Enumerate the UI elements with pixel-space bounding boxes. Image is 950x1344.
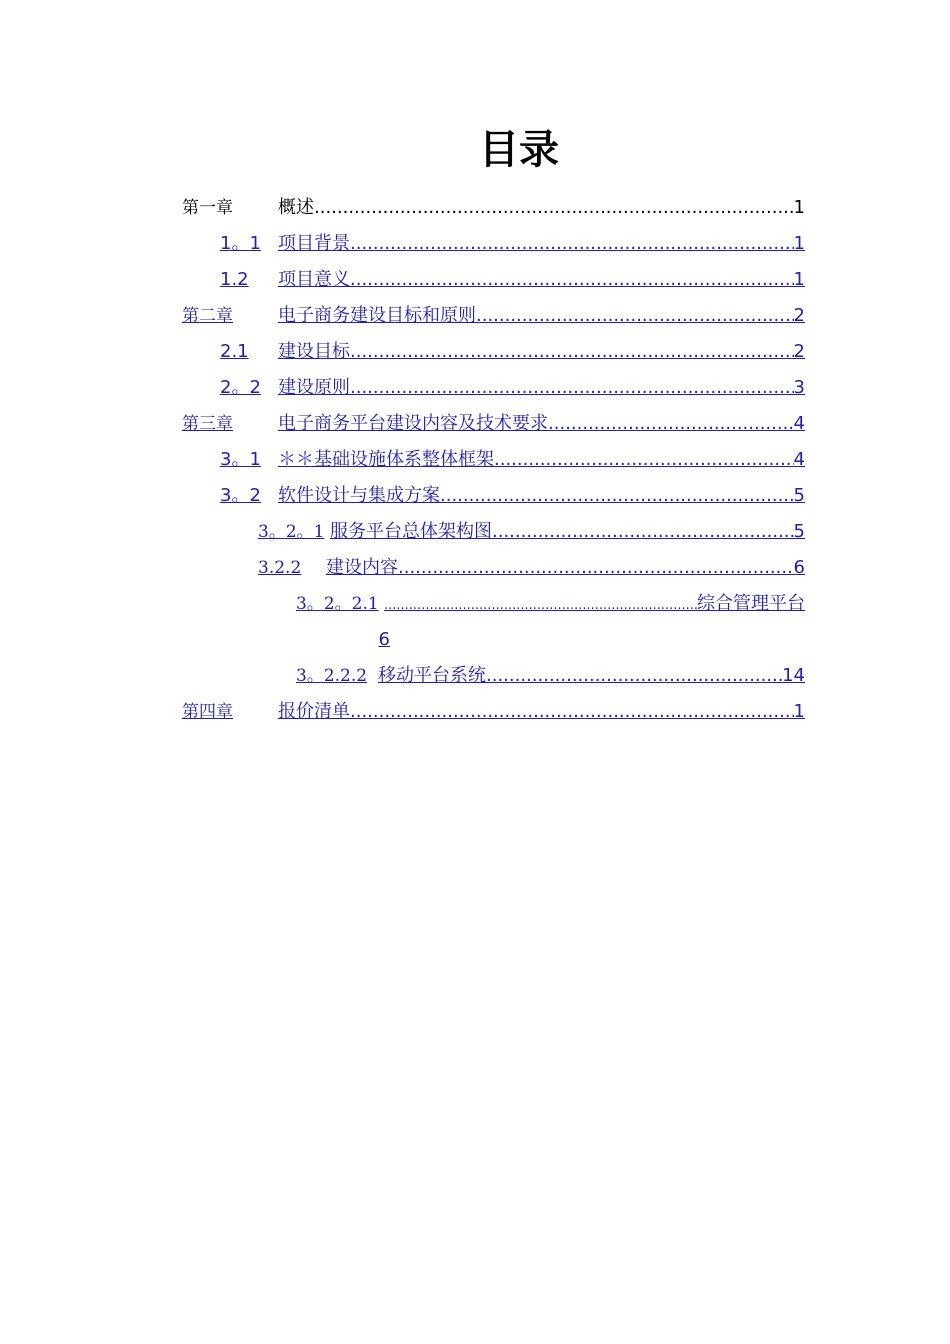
toc-entry-page: 5 [793, 521, 805, 542]
toc-dot-leader [486, 662, 782, 690]
toc-entry-1-1[interactable] [220, 230, 805, 258]
toc-entry-label: 移动平台系统 [378, 665, 486, 686]
toc-entry-label: 服务平台总体架构图 [330, 521, 492, 542]
toc-entry-2-1[interactable] [220, 338, 805, 366]
toc-entry-number: 第一章 [182, 198, 233, 218]
toc-entry-label: 建设原则 [278, 377, 350, 398]
toc-entry-3-2-1[interactable] [258, 518, 805, 546]
toc-dot-leader [492, 518, 794, 546]
toc-entry-chapter-4[interactable] [182, 698, 805, 726]
toc-dot-leader [314, 194, 794, 222]
toc-entry-chapter-3[interactable] [182, 410, 805, 438]
toc-entry-label: 综合管理平台 [697, 593, 805, 614]
toc-entry-page: 5 [793, 485, 805, 506]
toc-entry-number: 3。2 [220, 485, 261, 506]
toc-entry-page: 3 [793, 377, 805, 398]
toc-entry-number: 第三章 [182, 414, 233, 434]
toc-dot-leader [350, 338, 794, 366]
toc-dot-leader [350, 266, 794, 294]
toc-entry-label: 项目意义 [278, 269, 350, 290]
toc-dot-leader [398, 554, 794, 582]
toc-entry-page: 6 [793, 557, 805, 578]
toc-entry-number: 第四章 [182, 702, 233, 722]
toc-dot-leader [548, 410, 794, 438]
toc-dot-leader [350, 374, 794, 402]
toc-entry-number: 1。1 [220, 233, 261, 254]
toc-entry-3-2-2-1-page-line[interactable] [258, 626, 390, 654]
toc-dot-leader [494, 446, 794, 474]
toc-dot-leader [476, 302, 794, 330]
toc-dot-leader [440, 482, 794, 510]
toc-entry-label: 电子商务平台建设内容及技术要求 [278, 413, 548, 434]
toc-entry-page: 4 [793, 449, 805, 470]
toc-entry-number: 3。2。2.1 [296, 594, 379, 614]
toc-entry-label: 建设内容 [326, 557, 398, 578]
toc-entry-3-2[interactable] [220, 482, 805, 510]
toc-entry-page: 2 [793, 305, 805, 326]
toc-entry-label: 报价清单 [278, 701, 350, 722]
toc-entry-chapter-2[interactable] [182, 302, 805, 330]
toc-entry-page: 1 [793, 197, 805, 218]
toc-entry-number: 3。2.2.2 [296, 666, 368, 686]
toc-entry-number: 第二章 [182, 306, 233, 326]
toc-dot-leader [350, 698, 794, 726]
toc-entry-number: 2.1 [220, 341, 249, 362]
toc-dot-leader [384, 592, 697, 620]
toc-entry-3-1[interactable] [220, 446, 805, 474]
toc-entry-label: ＊＊基础设施体系整体框架 [278, 449, 494, 470]
toc-entry-page: 6 [378, 629, 390, 650]
toc-entry-number: 3。2。1 [258, 522, 325, 542]
toc-entry-3-2-2[interactable] [258, 554, 805, 582]
toc-entry-number: 2。2 [220, 377, 261, 398]
toc-entry-1-2[interactable] [220, 266, 805, 294]
toc-entry-page: 1 [793, 233, 805, 254]
toc-entry-number: 3。1 [220, 449, 261, 470]
toc-entry-label: 项目背景 [278, 233, 350, 254]
toc-title: 目录 [479, 127, 559, 173]
toc-entry-3-2-2-2[interactable] [296, 662, 805, 690]
toc-entry-number: 3.2.2 [258, 558, 302, 578]
toc-entry-page: 1 [793, 701, 805, 722]
toc-entry-3-2-2-1[interactable] [296, 590, 805, 618]
toc-entry-label: 电子商务建设目标和原则 [278, 305, 476, 326]
toc-entry-page: 4 [793, 413, 805, 434]
toc-entry-2-2[interactable] [220, 374, 805, 402]
toc-entry-page: 1 [793, 269, 805, 290]
toc-entry-chapter-1[interactable] [182, 194, 805, 222]
toc-entry-page: 14 [782, 665, 805, 686]
toc-entry-number: 1.2 [220, 269, 249, 290]
toc-entry-page: 2 [793, 341, 805, 362]
toc-dot-leader [350, 230, 794, 258]
toc-entry-label: 概述 [278, 197, 314, 218]
toc-entry-label: 建设目标 [278, 341, 350, 362]
toc-entry-label: 软件设计与集成方案 [278, 485, 440, 506]
